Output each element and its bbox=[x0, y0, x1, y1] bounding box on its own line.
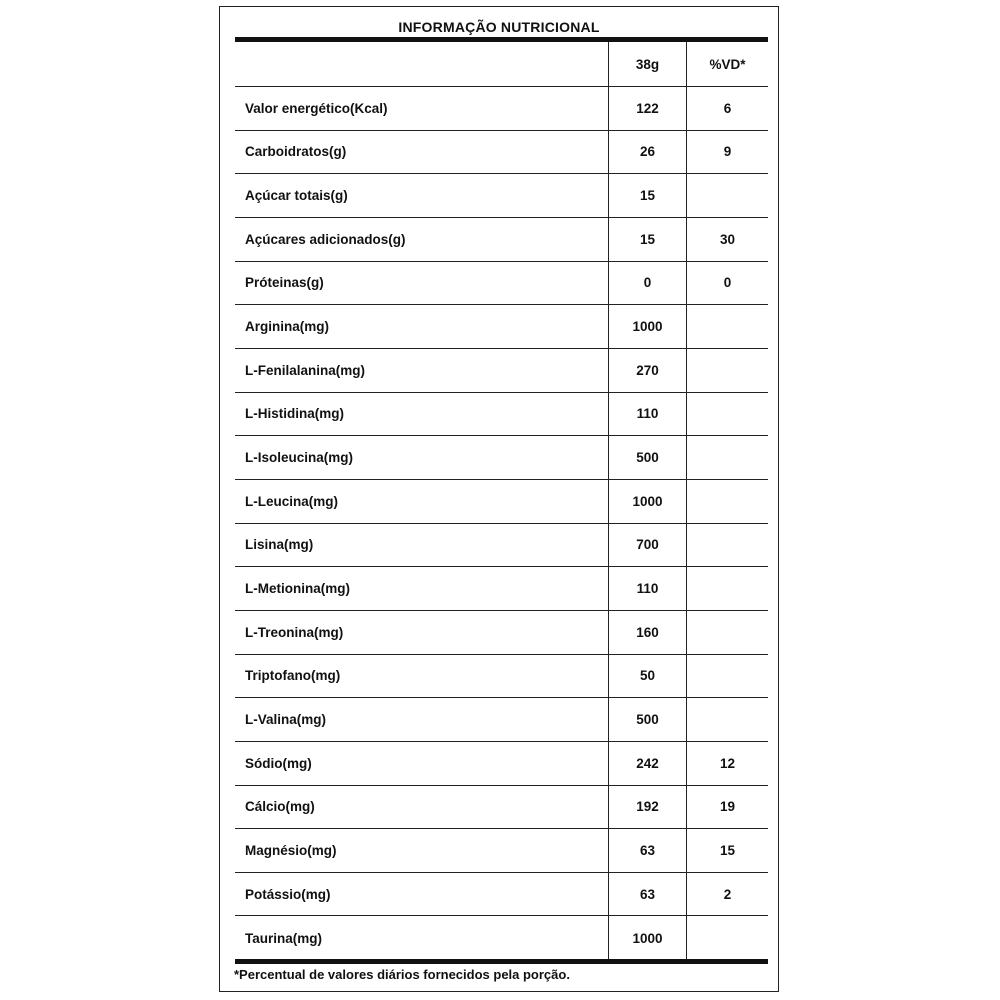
nutrient-amount: 1000 bbox=[609, 916, 687, 960]
bottom-thick-divider bbox=[235, 959, 768, 964]
nutrient-name: Arginina(mg) bbox=[235, 305, 609, 348]
nutrient-amount: 15 bbox=[609, 174, 687, 217]
table-row bbox=[235, 480, 768, 524]
nutrient-daily-value bbox=[687, 698, 768, 741]
table-row bbox=[235, 87, 768, 131]
nutrient-amount: 26 bbox=[609, 131, 687, 174]
nutrient-name: Açúcares adicionados(g) bbox=[235, 218, 609, 261]
nutrient-amount: 110 bbox=[609, 567, 687, 610]
table-row bbox=[235, 305, 768, 349]
table-row bbox=[235, 786, 768, 830]
table-row bbox=[235, 524, 768, 568]
table-row bbox=[235, 916, 768, 960]
nutrient-daily-value: 19 bbox=[719, 799, 736, 815]
table-row bbox=[235, 742, 768, 786]
nutrient-amount: 0 bbox=[609, 262, 687, 305]
header-serving-size: 38g bbox=[609, 42, 687, 86]
nutrient-name: Sódio(mg) bbox=[235, 742, 609, 785]
header-nutrient-cell bbox=[235, 42, 609, 86]
nutrient-amount: 110 bbox=[609, 393, 687, 436]
nutrient-daily-value bbox=[687, 436, 768, 479]
nutrient-daily-value: 15 bbox=[719, 842, 736, 858]
nutrient-daily-value bbox=[687, 480, 768, 523]
nutrient-daily-value bbox=[687, 174, 768, 217]
nutrient-daily-value: 0 bbox=[723, 275, 732, 291]
nutrient-name: Próteinas(g) bbox=[235, 262, 609, 305]
nutrient-name: Valor energético(Kcal) bbox=[235, 87, 609, 130]
nutrient-amount: 160 bbox=[609, 611, 687, 654]
table-row bbox=[235, 567, 768, 611]
table-row bbox=[235, 174, 768, 218]
nutrient-name: Carboidratos(g) bbox=[235, 131, 609, 174]
nutrient-amount: 270 bbox=[609, 349, 687, 392]
nutrient-name: Triptofano(mg) bbox=[235, 655, 609, 698]
header-daily-value: %VD* bbox=[709, 56, 746, 72]
nutrient-name: L-Metionina(mg) bbox=[235, 567, 609, 610]
nutrient-amount: 15 bbox=[609, 218, 687, 261]
panel-title: INFORMAÇÃO NUTRICIONAL bbox=[398, 19, 600, 35]
nutrient-name: Cálcio(mg) bbox=[235, 786, 609, 829]
table-row bbox=[235, 655, 768, 699]
nutrient-amount: 1000 bbox=[609, 305, 687, 348]
nutrient-daily-value bbox=[687, 305, 768, 348]
nutrient-amount: 700 bbox=[609, 524, 687, 567]
table-row bbox=[235, 393, 768, 437]
nutrient-amount: 63 bbox=[609, 873, 687, 916]
nutrient-daily-value: 2 bbox=[723, 886, 732, 902]
nutrient-amount: 500 bbox=[609, 698, 687, 741]
nutrient-daily-value: 9 bbox=[723, 144, 732, 160]
table-row bbox=[235, 611, 768, 655]
nutrient-name: Taurina(mg) bbox=[235, 916, 609, 960]
table-header-row bbox=[235, 42, 768, 87]
nutrient-amount: 500 bbox=[609, 436, 687, 479]
nutrient-amount: 63 bbox=[609, 829, 687, 872]
nutrient-amount: 242 bbox=[609, 742, 687, 785]
table-row bbox=[235, 698, 768, 742]
nutrient-daily-value bbox=[687, 393, 768, 436]
nutrient-name: L-Histidina(mg) bbox=[235, 393, 609, 436]
nutrient-amount: 192 bbox=[609, 786, 687, 829]
nutrition-table bbox=[235, 42, 768, 959]
nutrient-name: Potássio(mg) bbox=[235, 873, 609, 916]
nutrient-name: L-Isoleucina(mg) bbox=[235, 436, 609, 479]
nutrient-name: Magnésio(mg) bbox=[235, 829, 609, 872]
nutrient-daily-value: 12 bbox=[719, 755, 736, 771]
table-row bbox=[235, 829, 768, 873]
nutrient-daily-value bbox=[687, 611, 768, 654]
nutrient-name: L-Leucina(mg) bbox=[235, 480, 609, 523]
nutrient-daily-value: 30 bbox=[719, 231, 736, 247]
table-row bbox=[235, 873, 768, 917]
footnote: *Percentual de valores diários fornecidos pela porção. bbox=[234, 967, 570, 982]
table-body bbox=[235, 87, 768, 960]
table-row bbox=[235, 131, 768, 175]
nutrition-facts-panel bbox=[219, 6, 779, 992]
nutrient-amount: 50 bbox=[609, 655, 687, 698]
table-row bbox=[235, 262, 768, 306]
nutrient-name: L-Valina(mg) bbox=[235, 698, 609, 741]
nutrient-name: L-Fenilalanina(mg) bbox=[235, 349, 609, 392]
table-row bbox=[235, 349, 768, 393]
nutrient-daily-value bbox=[687, 524, 768, 567]
nutrient-daily-value bbox=[687, 916, 768, 960]
nutrient-name: L-Treonina(mg) bbox=[235, 611, 609, 654]
nutrient-daily-value bbox=[687, 567, 768, 610]
nutrient-name: Açúcar totais(g) bbox=[235, 174, 609, 217]
nutrient-amount: 1000 bbox=[609, 480, 687, 523]
nutrient-daily-value: 6 bbox=[723, 100, 732, 116]
nutrient-daily-value bbox=[687, 349, 768, 392]
nutrient-amount: 122 bbox=[609, 87, 687, 130]
table-row bbox=[235, 218, 768, 262]
nutrient-name: Lisina(mg) bbox=[235, 524, 609, 567]
table-row bbox=[235, 436, 768, 480]
nutrient-daily-value bbox=[687, 655, 768, 698]
